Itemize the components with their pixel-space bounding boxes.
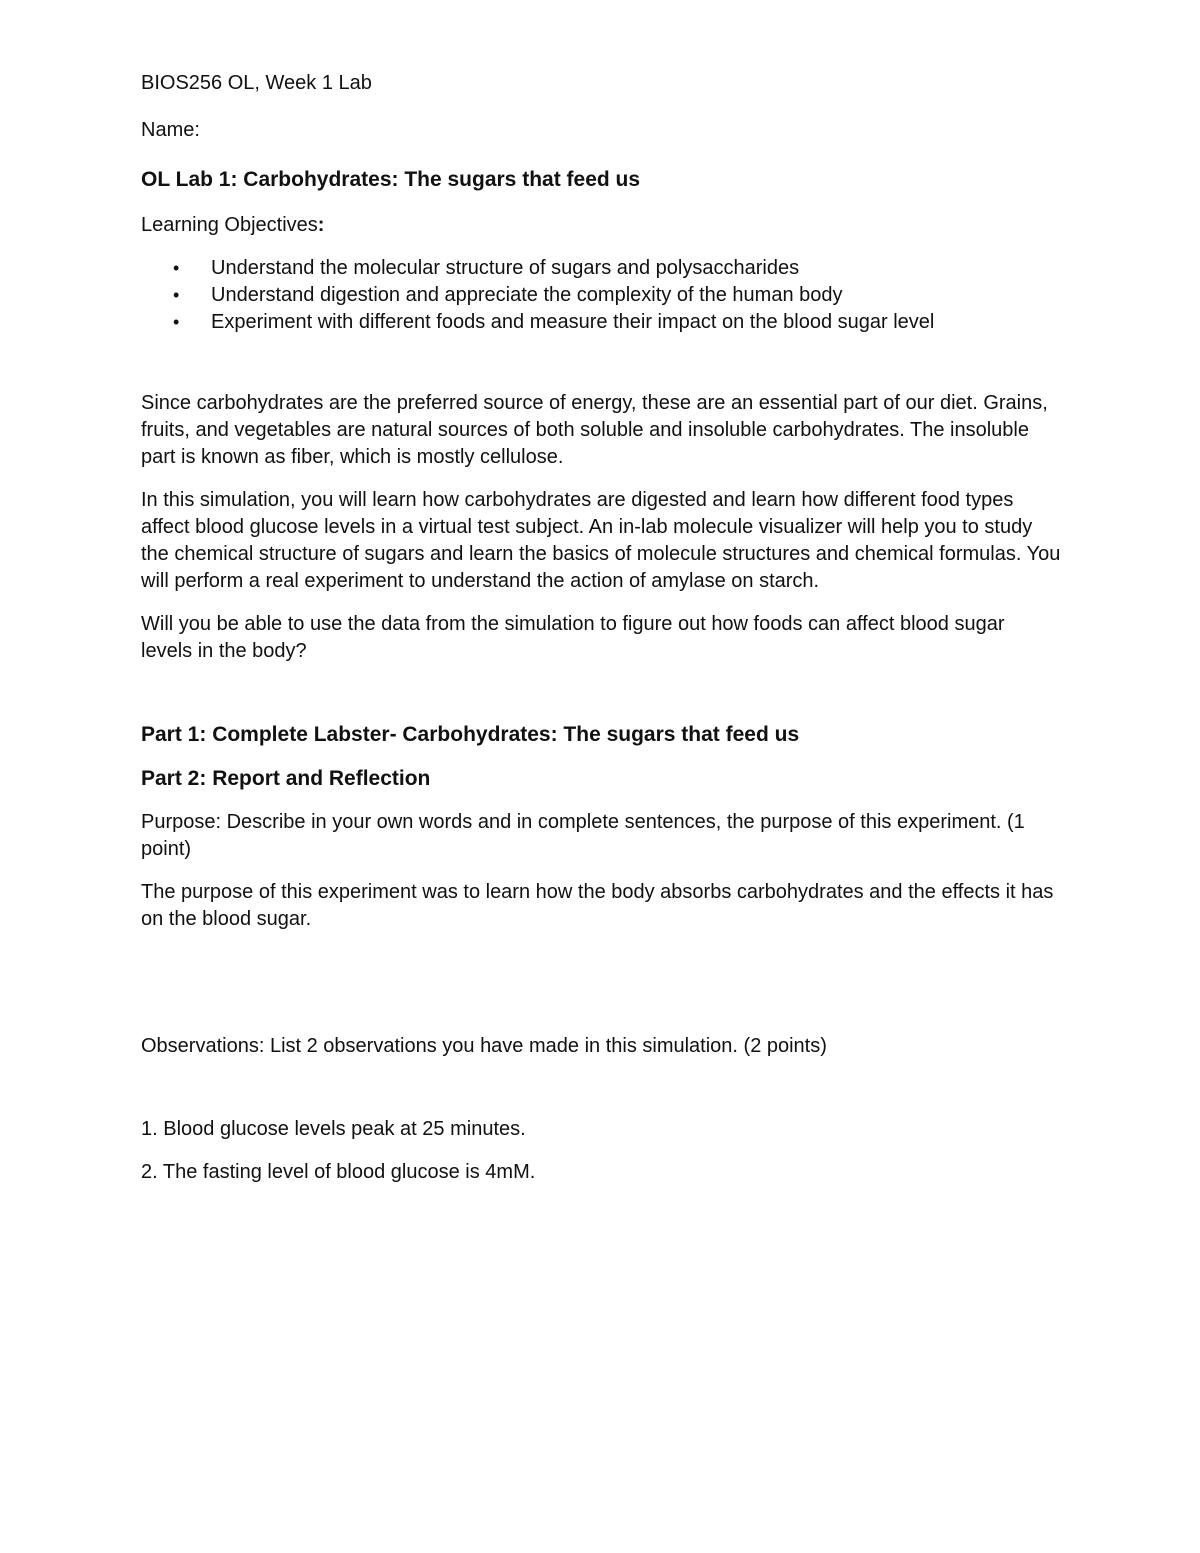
bullet-icon: • — [173, 285, 180, 305]
objectives-label-text: Learning Objectives — [141, 214, 318, 236]
part1-heading: Part 1: Complete Labster- Carbohydrates: The sugars that feed us — [141, 723, 800, 746]
intro-paragraph-2: In this simulation, you will learn how carbohydrates are digested and learn how different food types affect blood glucose levels in a virtual test subject. An in-lab molecule visualizer will help you to study the chemical structure of sugars and learn the basics of molecule structures and chemical formulas. You will perform a real experiment to understand the action of amylase on starch. — [141, 489, 1061, 592]
bullet-icon: • — [173, 258, 180, 278]
objective-item — [141, 255, 1061, 282]
objectives-label-colon: : — [317, 214, 325, 236]
lab-title: OL Lab 1: Carbohydrates: The sugars that feed us — [141, 168, 641, 191]
intro-paragraph-1: Since carbohydrates are the preferred source of energy, these are an essential part of our diet. Grains, fruits, and vegetables are natural sources of both soluble and insoluble carbohydrates. The insoluble part is known as fiber, which is mostly cellulose. — [141, 392, 1048, 468]
objectives-list — [141, 255, 1061, 336]
objective-item — [141, 282, 1061, 309]
objective-text: Understand the molecular structure of sugars and polysaccharides — [211, 257, 800, 279]
bullet-icon: • — [173, 312, 180, 332]
purpose-question: Purpose: Describe in your own words and in complete sentences, the purpose of this experiment. (1 point) — [141, 811, 1025, 860]
name-label: Name: — [141, 119, 200, 141]
observation-item-1: 1. Blood glucose levels peak at 25 minutes. — [141, 1118, 526, 1140]
objective-text: Experiment with different foods and measure their impact on the blood sugar level — [211, 311, 935, 333]
objective-text: Understand digestion and appreciate the complexity of the human body — [211, 284, 843, 306]
purpose-answer: The purpose of this experiment was to learn how the body absorbs carbohydrates and the effects it has on the blood sugar. — [141, 881, 1054, 930]
observations-question: Observations: List 2 observations you have made in this simulation. (2 points) — [141, 1035, 827, 1057]
intro-paragraph-3: Will you be able to use the data from the simulation to figure out how foods can affect blood sugar levels in the body? — [141, 613, 1005, 662]
document-page — [141, 70, 1061, 1202]
objective-item — [141, 309, 1061, 336]
objectives-label — [141, 212, 1061, 239]
course-header: BIOS256 OL, Week 1 Lab — [141, 72, 372, 94]
part2-heading: Part 2: Report and Reflection — [141, 767, 431, 790]
observation-item-2: 2. The fasting level of blood glucose is 4mM. — [141, 1161, 536, 1183]
